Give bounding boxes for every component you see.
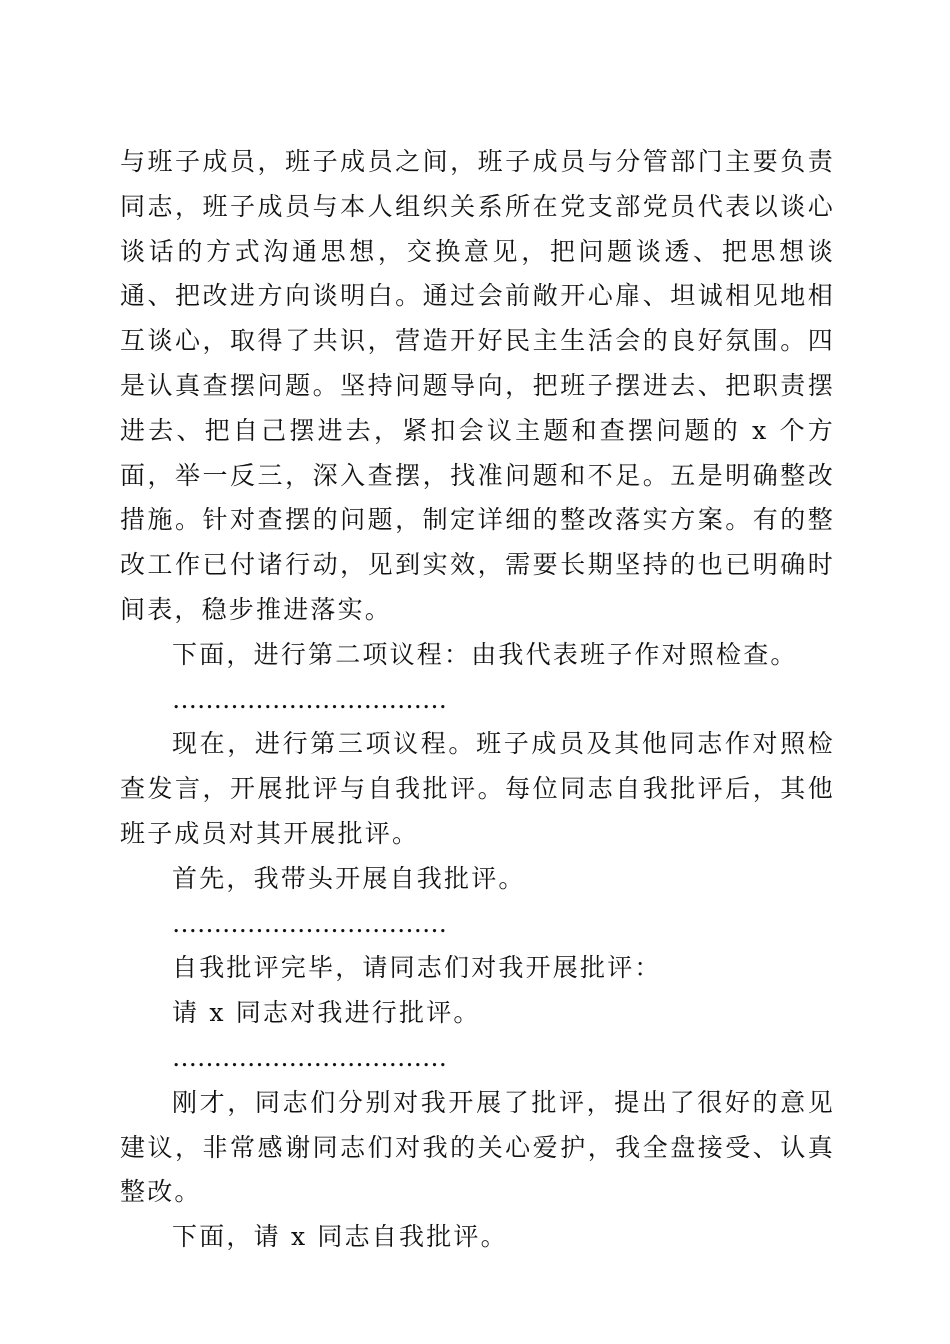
paragraph-third-agenda: 现在，进行第三项议程。班子成员及其他同志作对照检查发言，开展批评与自我批评。每位同志自我批评后，其他班子成员对其开展批评。 — [120, 729, 835, 848]
ellipsis-separator: …………………………… — [172, 684, 447, 714]
paragraph-self-criticism-done: 自我批评完毕，请同志们对我开展批评： — [172, 953, 662, 983]
paragraph-thanks: 刚才，同志们分别对我开展了批评，提出了很好的意见建议，非常感谢同志们对我的关心爱护，我全盘接受、认真整改。 — [120, 1087, 835, 1207]
paragraph-invite-criticism: 请 x 同志对我进行批评。 — [172, 998, 481, 1028]
ellipsis-separator: …………………………… — [172, 1042, 447, 1072]
paragraph-next-speaker: 下面，请 x 同志自我批评。 — [172, 1222, 508, 1252]
paragraph-second-agenda: 下面，进行第二项议程：由我代表班子作对照检查。 — [172, 639, 798, 669]
paragraph-preparation-summary: 与班子成员，班子成员之间，班子成员与分管部门主要负责同志，班子成员与本人组织关系所在党支部党员代表以谈心谈话的方式沟通思想，交换意见，把问题谈透、把思想谈通、把改进方向谈明白。通过会前敞开心扉、坦诚相见地相互谈心，取得了共识，营造开好民主生活会的良好氛围。四是认真查摆问题。坚持问题导向，把班子摆进去、把职责摆进去、把自己摆进去，紧扣会议主题和查摆问题的 x 个方面，举一反三，深入查摆，找准问题和不足。五是明确整改措施。针对查摆的问题，制定详细的整改落实方案。有的整改工作已付诸行动，见到实效，需要长期坚持的也已明确时间表，稳步推进落实。 — [120, 147, 835, 624]
paragraph-self-criticism-start: 首先，我带头开展自我批评。 — [172, 863, 526, 893]
document-body — [120, 140, 835, 1260]
ellipsis-separator: …………………………… — [172, 908, 447, 938]
